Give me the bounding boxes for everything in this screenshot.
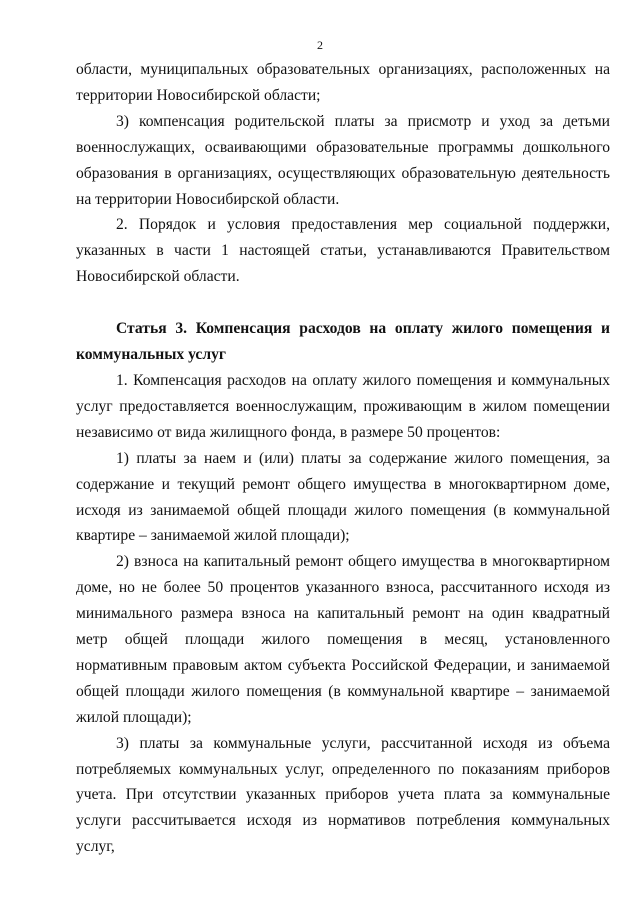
- article-paragraph-1: 1. Компенсация расходов на оплату жилого помещения и коммунальных услуг предоставляется военнослужащим, проживающим в жилом помещении независимо от вида жилищного фонда, в размере 50 процентов:: [76, 371, 610, 441]
- section-spacer: [76, 290, 610, 316]
- article-item-2: 2) взноса на капитальный ремонт общего имущества в многоквартирном доме, но не более 50 процентов указанного взноса, рассчитанного исходя из минимального размера взноса на капитальный ремонт на один квадратный метр общей площади жилого помещения в месяц, установленного нормативным правовым актом субъекта Российской Федерации, и занимаемой общей площади жилого помещения (в коммунальной квартире – занимаемой жилой площади);: [76, 553, 610, 726]
- article-item-1: 1) платы за наем и (или) платы за содержание жилого помещения, за содержание и текущий ремонт общего имущества в многоквартирном доме, исходя из занимаемой общей площади жилого помещения (в коммунальной квартире – занимаемой жилой площади);: [76, 449, 610, 545]
- document-body: [76, 57, 610, 860]
- article-item-3: 3) платы за коммунальные услуги, рассчитанной исходя из объема потребляемых коммунальных услуг, определенного по показаниям приборов учета. При отсутствии указанных приборов учета плата за коммунальные услуги рассчитывается исходя из нормативов потребления коммунальных услуг,: [76, 734, 610, 856]
- article-heading: [76, 316, 610, 368]
- article-title: Компенсация расходов на оплату жилого помещения и коммунальных услуг: [76, 320, 610, 364]
- page-number: 2: [317, 38, 323, 52]
- paragraph-part-2: 2. Порядок и условия предоставления мер социальной поддержки, указанных в части 1 настоящей статьи, устанавливаются Правительством Новосибирской области.: [76, 216, 610, 286]
- article-label: Статья 3.: [116, 320, 188, 338]
- paragraph-continuation: области, муниципальных образовательных организациях, расположенных на территории Новосибирской области;: [76, 61, 610, 104]
- paragraph-item-3: 3) компенсация родительской платы за присмотр и уход за детьми военнослужащих, осваивающими образовательные программы дошкольного образования в организациях, осуществляющих образовательную деятельность на территории Новосибирской области.: [76, 112, 610, 208]
